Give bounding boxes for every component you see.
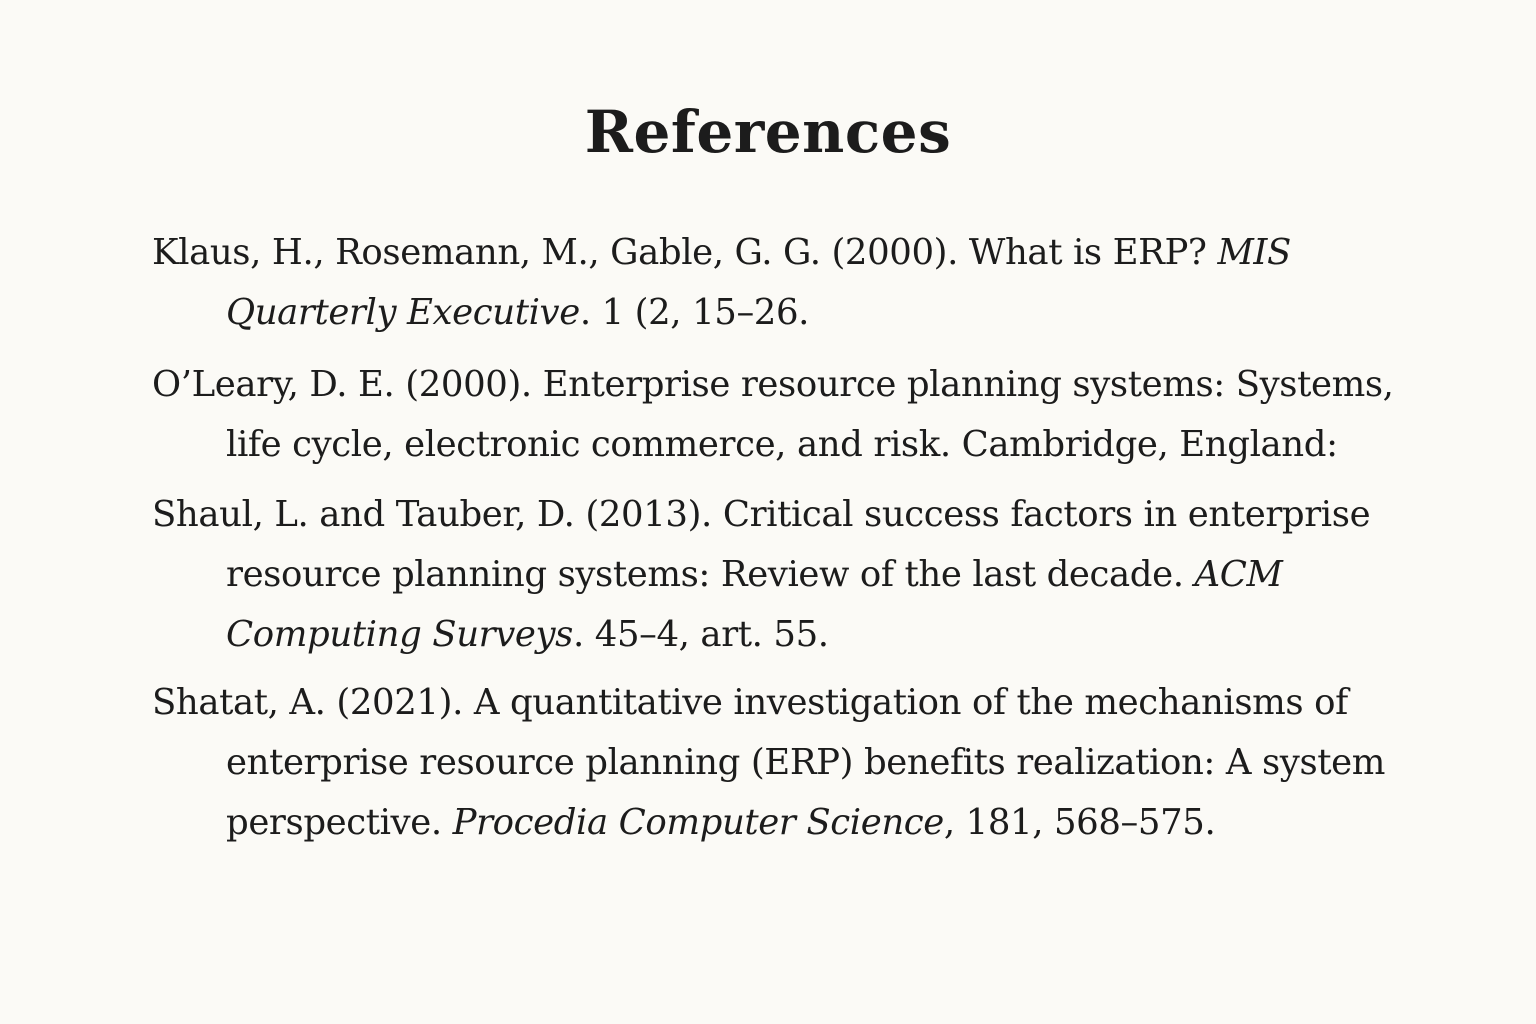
reference-text: Shatat, A. (2021). A quantitative investigation of the mechanisms of	[152, 682, 1348, 723]
reference-entry-klaus	[152, 223, 1291, 343]
journal-name: Quarterly Executive	[226, 292, 580, 333]
journal-name: Procedia Computer Science	[452, 802, 944, 843]
reference-text: enterprise resource planning (ERP) benefits realization: A system	[226, 742, 1386, 783]
reference-line	[152, 415, 1394, 475]
reference-line	[152, 223, 1291, 283]
reference-text: perspective.	[226, 802, 453, 843]
reference-text: Shaul, L. and Tauber, D. (2013). Critical success factors in enterprise	[152, 494, 1371, 535]
reference-entry-shatat	[152, 673, 1385, 853]
journal-name: Computing Surveys	[226, 614, 573, 655]
reference-entry-shaul	[152, 485, 1370, 665]
reference-line	[152, 733, 1385, 793]
journal-name: MIS	[1217, 232, 1291, 273]
reference-text: Klaus, H., Rosemann, M., Gable, G. G. (2000). What is ERP?	[152, 232, 1218, 273]
journal-name: ACM	[1194, 554, 1283, 595]
reference-text: O’Leary, D. E. (2000). Enterprise resource planning systems: Systems,	[152, 364, 1394, 405]
reference-entry-oleary	[152, 355, 1394, 475]
reference-text: life cycle, electronic commerce, and risk. Cambridge, England:	[226, 424, 1338, 465]
reference-line	[152, 283, 1291, 343]
reference-text: resource planning systems: Review of the last decade.	[226, 554, 1195, 595]
reference-text: . 45–4, art. 55.	[572, 614, 829, 655]
reference-line	[152, 605, 1370, 665]
reference-line	[152, 545, 1370, 605]
reference-text: . 1 (2, 15–26.	[579, 292, 810, 333]
reference-line	[152, 485, 1370, 545]
reference-text: , 181, 568–575.	[943, 802, 1216, 843]
page-title: References	[584, 98, 952, 166]
reference-line	[152, 355, 1394, 415]
reference-line	[152, 793, 1385, 853]
reference-line	[152, 673, 1385, 733]
